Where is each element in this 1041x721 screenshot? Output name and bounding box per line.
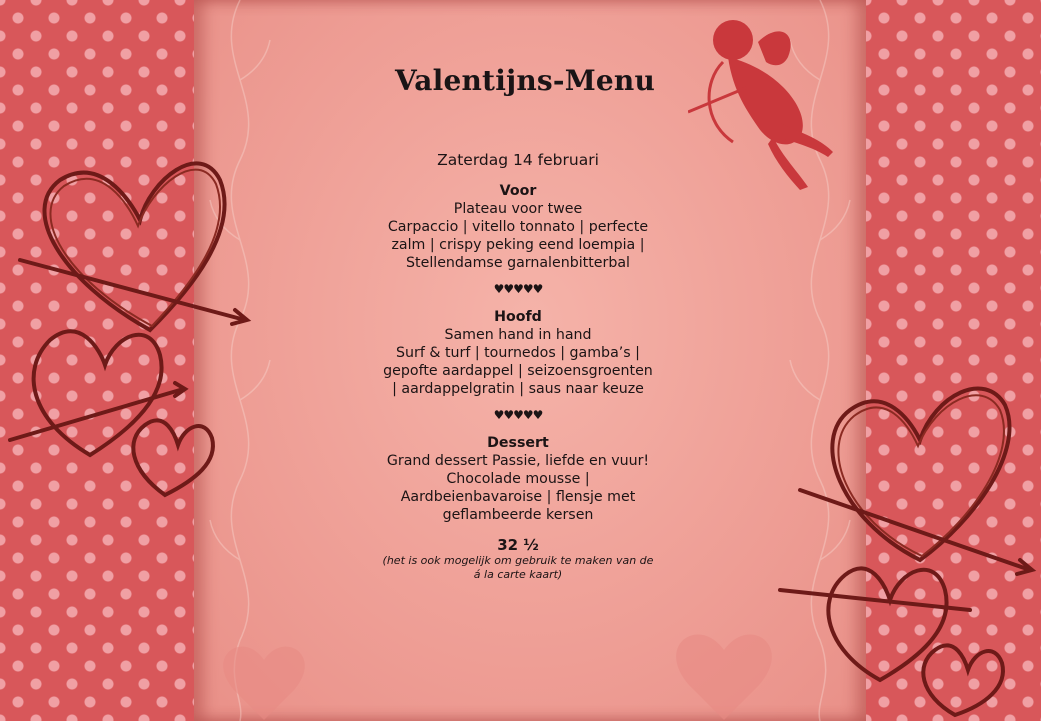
section-heading-dessert: Dessert [487,435,549,451]
faint-hearts-bottom [204,620,856,721]
woven-hearts-right [770,360,1041,721]
menu-content [368,151,668,582]
section-heading-voor: Voor [499,183,537,199]
page-title: Valentijns-Menu [394,64,656,97]
hearts-separator: ♥♥♥♥♥ [493,282,543,296]
menu-line: Samen hand in hand [444,327,592,343]
menu-line: | aardappelgratin | saus naar keuze [392,381,644,397]
section-heading-hoofd: Hoofd [494,309,542,325]
cupid-icon [688,12,838,192]
menu-line: zalm | crispy peking eend loempia | [391,237,645,253]
menu-line: Plateau voor twee [453,201,583,217]
menu-line: Grand dessert Passie, liefde en vuur! [386,453,650,469]
menu-price: 32 ½ [497,536,539,554]
menu-line: Aardbeienbavaroise | flensje met [400,489,636,505]
woven-hearts-left [0,140,260,510]
menu-line: gepofte aardappel | seizoensgroenten [383,363,653,379]
menu-line: Chocolade mousse | [446,471,590,487]
price-note-line: á la carte kaart) [473,568,563,581]
hearts-separator: ♥♥♥♥♥ [493,408,543,422]
menu-line: Stellendamse garnalenbitterbal [406,255,630,271]
menu-line: Carpaccio | vitello tonnato | perfecte [387,219,649,235]
menu-line: geflambeerde kersen [442,507,594,523]
price-note-line: (het is ook mogelijk om gebruik te maken van de [382,554,654,567]
event-date: Zaterdag 14 februari [437,151,599,169]
menu-line: Surf & turf | tournedos | gamba’s | [396,345,640,361]
